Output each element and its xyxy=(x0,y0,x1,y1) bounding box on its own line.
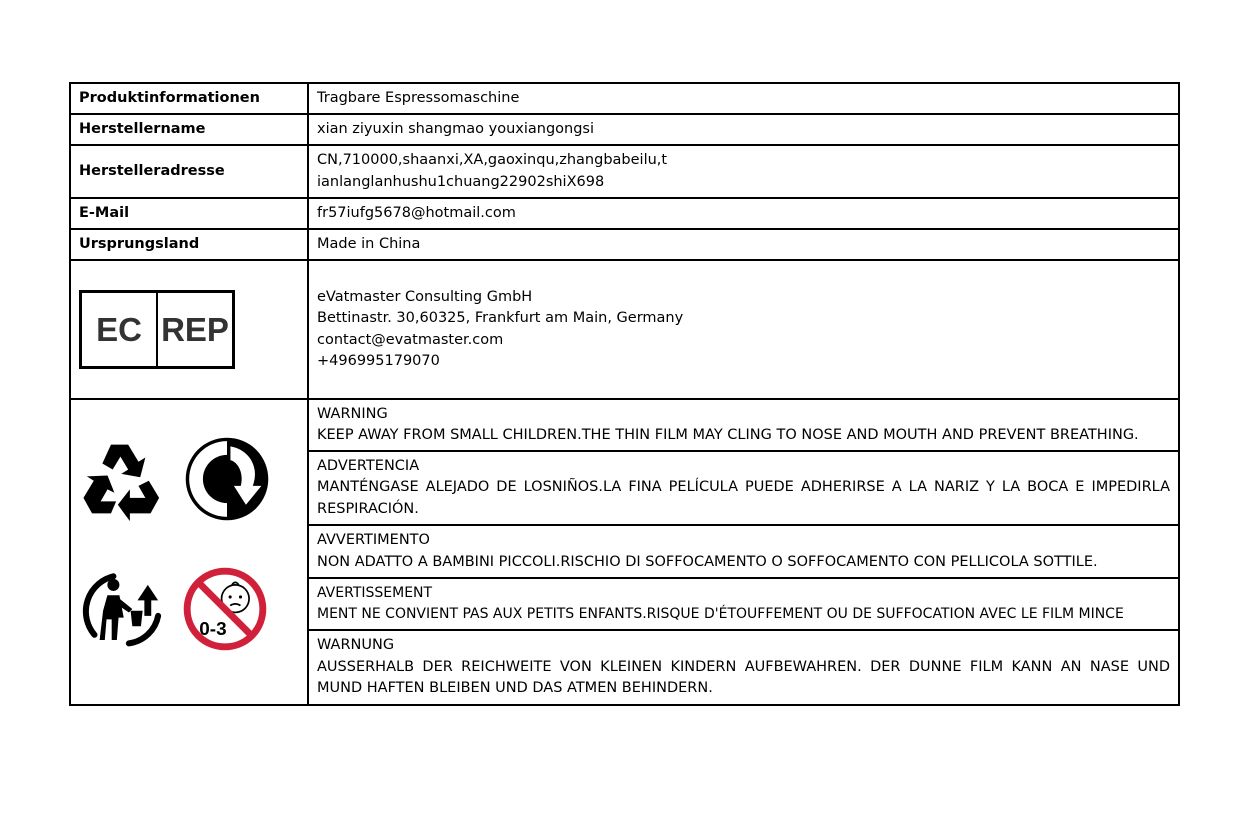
warning-title: ADVERTENCIA xyxy=(317,457,420,474)
warning-it xyxy=(308,525,1179,578)
ec-rep-logo-cell xyxy=(70,260,308,399)
warning-es xyxy=(308,451,1179,525)
row-address xyxy=(70,145,1179,198)
label-product: Produktinformationen xyxy=(70,83,308,114)
value-manufacturer: xian ziyuxin shangmao youxiangongsi xyxy=(308,114,1179,145)
ec-rep-address: Bettinastr. 30,60325, Frankfurt am Main, Germany xyxy=(317,310,684,326)
symbols-cell xyxy=(70,399,308,705)
warning-title: AVERTISSEMENT xyxy=(317,584,433,601)
address-line-2: ianlanglanhushu1chuang22902shiX698 xyxy=(317,173,605,190)
ec-rep-email: contact@evatmaster.com xyxy=(317,331,504,348)
warning-text: MANTÉNGASE ALEJADO DE LOSNIÑOS.LA FINA PELÍCULA PUEDE ADHERIRSE A LA NARIZ Y LA BOCA E IMPEDIRLA RESPIRACIÓN. xyxy=(317,479,1170,517)
age-label: 0-3 xyxy=(199,618,227,640)
row-ec-rep xyxy=(70,260,1179,399)
value-origin: Made in China xyxy=(308,229,1179,260)
row-manufacturer xyxy=(70,114,1179,145)
tidyman-icon xyxy=(77,566,167,652)
symbols-grid xyxy=(71,402,307,702)
warning-en xyxy=(308,399,1179,451)
value-address xyxy=(308,145,1179,198)
warning-text: KEEP AWAY FROM SMALL CHILDREN.THE THIN FILM MAY CLING TO NOSE AND MOUTH AND PREVENT BREATHING. xyxy=(317,427,1139,443)
row-warning-0 xyxy=(70,399,1179,451)
warning-text: NON ADATTO A BAMBINI PICCOLI.RISCHIO DI SOFFOCAMENTO O SOFFOCAMENTO CON PELLICOLA SOTTILE. xyxy=(317,553,1098,570)
row-email xyxy=(70,198,1179,229)
ec-rep-logo-ec: EC xyxy=(82,293,158,366)
address-line-1: CN,710000,shaanxi,XA,gaoxinqu,zhangbabeilu,t xyxy=(317,152,668,168)
row-product xyxy=(70,83,1179,114)
recycle-icon xyxy=(79,436,167,522)
label-origin: Ursprungsland xyxy=(70,229,308,260)
ec-rep-details xyxy=(308,260,1179,399)
row-origin xyxy=(70,229,1179,260)
value-email: fr57iufg5678@hotmail.com xyxy=(308,198,1179,229)
warning-title: AVVERTIMENTO xyxy=(317,532,430,548)
warning-title: WARNING xyxy=(317,405,388,422)
green-dot-icon xyxy=(184,436,270,522)
ec-rep-company: eVatmaster Consulting GmbH xyxy=(317,288,533,305)
label-manufacturer: Herstellername xyxy=(70,114,308,145)
warning-title: WARNUNG xyxy=(317,637,395,654)
not-for-children-icon xyxy=(182,566,268,652)
product-info-table xyxy=(69,82,1180,706)
warning-fr xyxy=(308,578,1179,630)
ec-rep-phone: +496995179070 xyxy=(317,353,440,369)
label-address: Herstelleradresse xyxy=(70,145,308,198)
ec-rep-logo-rep: REP xyxy=(161,310,229,348)
label-email: E-Mail xyxy=(70,198,308,229)
ec-rep-logo xyxy=(79,290,235,369)
warning-de xyxy=(308,630,1179,705)
value-product: Tragbare Espressomaschine xyxy=(308,83,1179,114)
warning-text: MENT NE CONVIENT PAS AUX PETITS ENFANTS.RISQUE D'ÉTOUFFEMENT OU DE SUFFOCATION AVEC LE FILM MINCE xyxy=(317,606,1124,622)
warning-text: AUSSERHALB DER REICHWEITE VON KLEINEN KINDERN AUFBEWAHREN. DER DUNNE FILM KANN AN NASE UND MUND HAFTEN BLEIBEN UND DAS ATMEN BEHINDERN. xyxy=(317,658,1170,697)
